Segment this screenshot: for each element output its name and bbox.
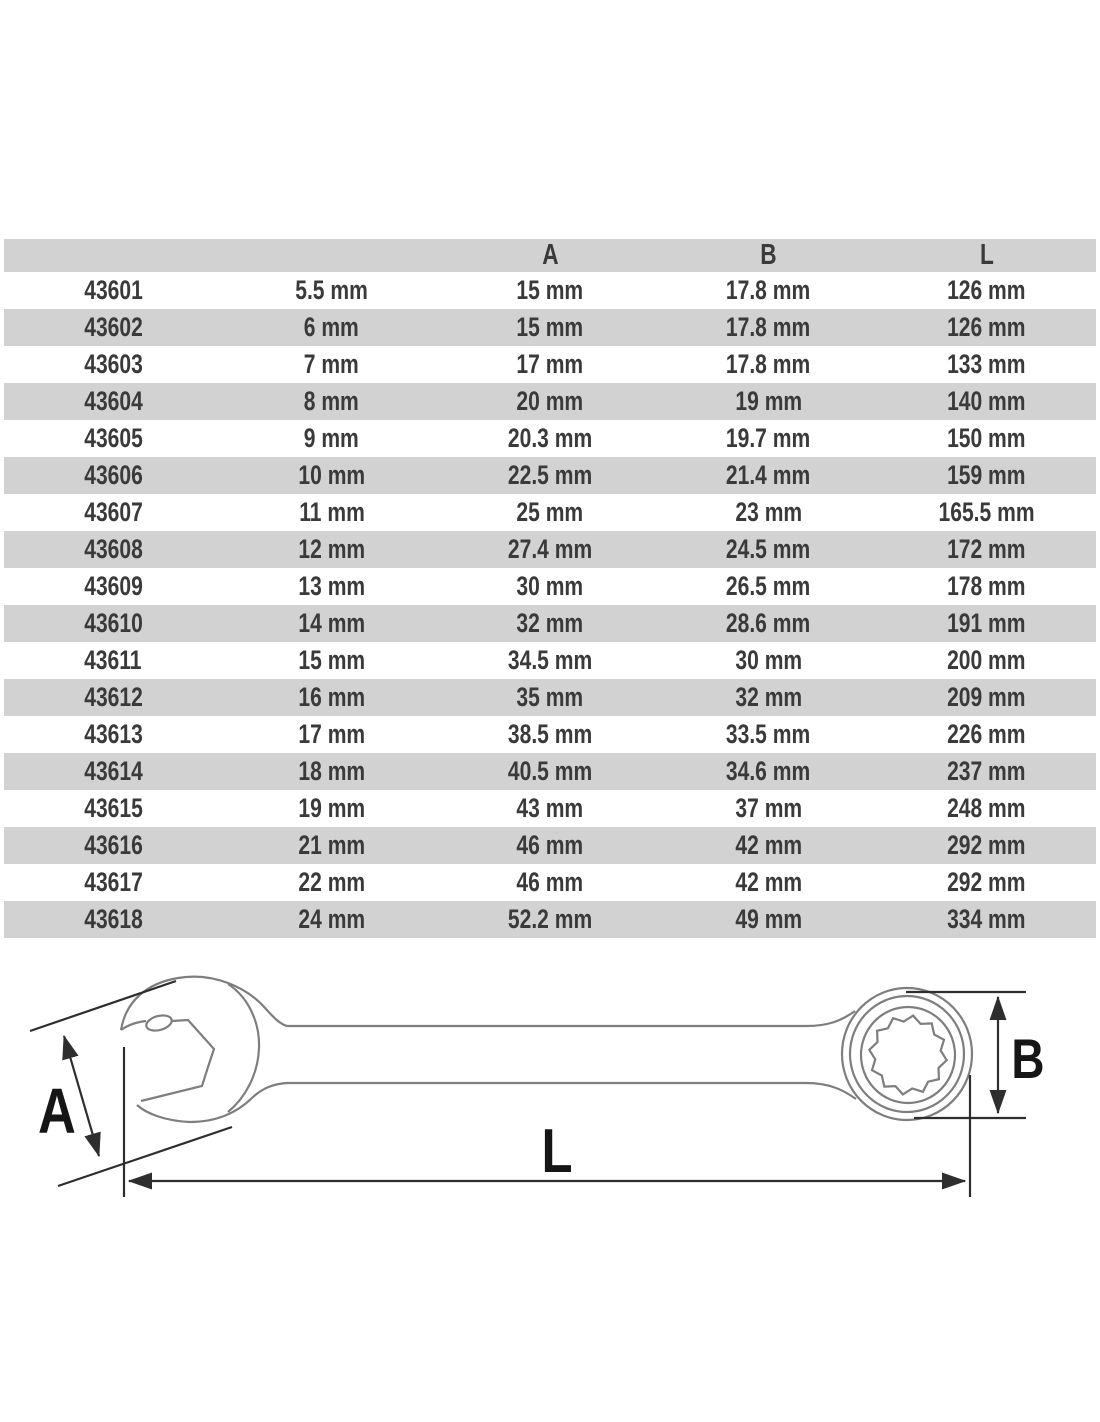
ring-rim-ellipse (850, 996, 964, 1112)
cell-text: 200 mm (947, 645, 1026, 675)
wrench-body (121, 977, 972, 1122)
cell-text: 209 mm (947, 682, 1026, 712)
cell-text: B (760, 239, 777, 271)
cell-text: 30 mm (734, 645, 802, 675)
cell-text: 46 mm (516, 830, 584, 860)
cell-text: 15 mm (516, 275, 584, 305)
ring-inner-ellipse (861, 1007, 955, 1103)
cell-text: 52.2 mm (507, 904, 593, 934)
cell-text: 22 mm (298, 867, 365, 897)
cell-text: 21.4 mm (726, 460, 811, 490)
cell-text: 17 mm (298, 719, 365, 749)
cell-text: 292 mm (947, 867, 1026, 897)
cell-text: 30 mm (516, 571, 584, 601)
jaw-mouth-upper-edge (121, 1021, 146, 1030)
cell-text: 191 mm (947, 608, 1026, 638)
cell-text: 43 mm (516, 793, 584, 823)
cell-text: 43613 (83, 719, 143, 749)
cell-text: 49 mm (734, 904, 802, 934)
cell-text: 43604 (83, 386, 143, 416)
cell-text: 165.5 mm (938, 497, 1035, 527)
cell-text: 24.5 mm (726, 534, 811, 564)
cell-text: 172 mm (947, 534, 1026, 564)
cell-text: 40.5 mm (507, 756, 593, 786)
cell-text: 15 mm (516, 312, 584, 342)
cell-text: 22.5 mm (507, 460, 593, 490)
cell-text: 46 mm (516, 867, 584, 897)
cell-text: 19.7 mm (726, 423, 811, 453)
cell-text: 19 mm (298, 793, 365, 823)
cell-text: 13 mm (298, 571, 365, 601)
dim-a-extension-bottom (58, 1127, 232, 1186)
cell-text: 43601 (83, 275, 143, 305)
cell-text: 42 mm (734, 867, 802, 897)
cell-text: 5.5 mm (295, 275, 368, 305)
cell-text: 34.5 mm (507, 645, 593, 675)
cell-text: 43608 (83, 534, 143, 564)
cell-text: 17 mm (516, 349, 584, 379)
cell-text: A (541, 239, 559, 271)
cell-text: 43615 (83, 793, 143, 823)
open-end-throat-arc (228, 984, 259, 1112)
cell-text: L (979, 239, 994, 271)
cell-text: 150 mm (947, 423, 1026, 453)
cell-text: 237 mm (947, 756, 1026, 786)
cell-text: 17.8 mm (726, 275, 811, 305)
cell-text: 38.5 mm (507, 719, 593, 749)
open-end-head-top-outline (121, 977, 855, 1030)
cell-text: 43614 (83, 756, 143, 786)
cell-text: 133 mm (947, 349, 1026, 379)
cell-text: 26.5 mm (726, 571, 811, 601)
cell-text: 19 mm (734, 386, 802, 416)
cell-text: 15 mm (298, 645, 365, 675)
cell-text: 226 mm (947, 719, 1026, 749)
cell-text: 292 mm (947, 830, 1026, 860)
cell-text: 43617 (83, 867, 143, 897)
cell-text: 159 mm (947, 460, 1026, 490)
cell-text: 37 mm (734, 793, 802, 823)
cell-text: 34.6 mm (726, 756, 811, 786)
dim-b-label: B (1011, 1027, 1045, 1091)
cell-text: 6 mm (304, 312, 360, 342)
cell-text: 24 mm (298, 904, 365, 934)
cell-text: 32 mm (516, 608, 584, 638)
cell-text: 178 mm (947, 571, 1026, 601)
cell-text: 14 mm (298, 608, 365, 638)
dim-l-label: L (541, 1117, 573, 1187)
cell-text: 7 mm (304, 349, 360, 379)
cell-text: 8 mm (304, 386, 360, 416)
cell-text: 140 mm (947, 386, 1026, 416)
cell-text: 43607 (83, 497, 143, 527)
cell-text: 20.3 mm (507, 423, 593, 453)
cell-text: 11 mm (298, 497, 365, 527)
open-end-head-bottom-outline (137, 1083, 856, 1122)
cell-text: 42 mm (734, 830, 802, 860)
jaw-nub (145, 1013, 174, 1033)
cell-text: 18 mm (298, 756, 365, 786)
cell-text: 32 mm (734, 682, 802, 712)
cell-text: 43606 (83, 460, 143, 490)
cell-text: 334 mm (947, 904, 1026, 934)
cell-text: 126 mm (947, 275, 1026, 305)
cell-text: 27.4 mm (507, 534, 593, 564)
cell-text: 28.6 mm (726, 608, 811, 638)
cell-text: 25 mm (516, 497, 584, 527)
ring-end (842, 988, 972, 1120)
cell-text: 12 mm (298, 534, 365, 564)
dim-a-extension-top (30, 981, 176, 1031)
cell-text: 23 mm (734, 497, 802, 527)
cell-text: 17.8 mm (726, 349, 811, 379)
cell-text: 17.8 mm (726, 312, 811, 342)
cell-text: 20 mm (516, 386, 584, 416)
dim-a-label: A (38, 1076, 76, 1148)
cell-text: 16 mm (298, 682, 365, 712)
cell-text: 43611 (84, 645, 142, 675)
cell-text: 10 mm (298, 460, 365, 490)
jaw-mouth-profile (141, 1020, 214, 1101)
cell-text: 35 mm (516, 682, 584, 712)
ring-spline-teeth (869, 1016, 946, 1095)
cell-text: 9 mm (304, 423, 360, 453)
cell-text: 43602 (83, 312, 143, 342)
cell-text: 126 mm (947, 312, 1026, 342)
cell-text: 43605 (83, 423, 143, 453)
cell-text: 43610 (83, 608, 143, 638)
cell-text: 43612 (83, 682, 143, 712)
cell-text: 43603 (83, 349, 143, 379)
cell-text: 21 mm (298, 830, 365, 860)
cell-text: 43618 (83, 904, 143, 934)
cell-text: 33.5 mm (726, 719, 811, 749)
cell-text: 43616 (83, 830, 143, 860)
cell-text: 43609 (83, 571, 143, 601)
cell-text: 248 mm (947, 793, 1026, 823)
